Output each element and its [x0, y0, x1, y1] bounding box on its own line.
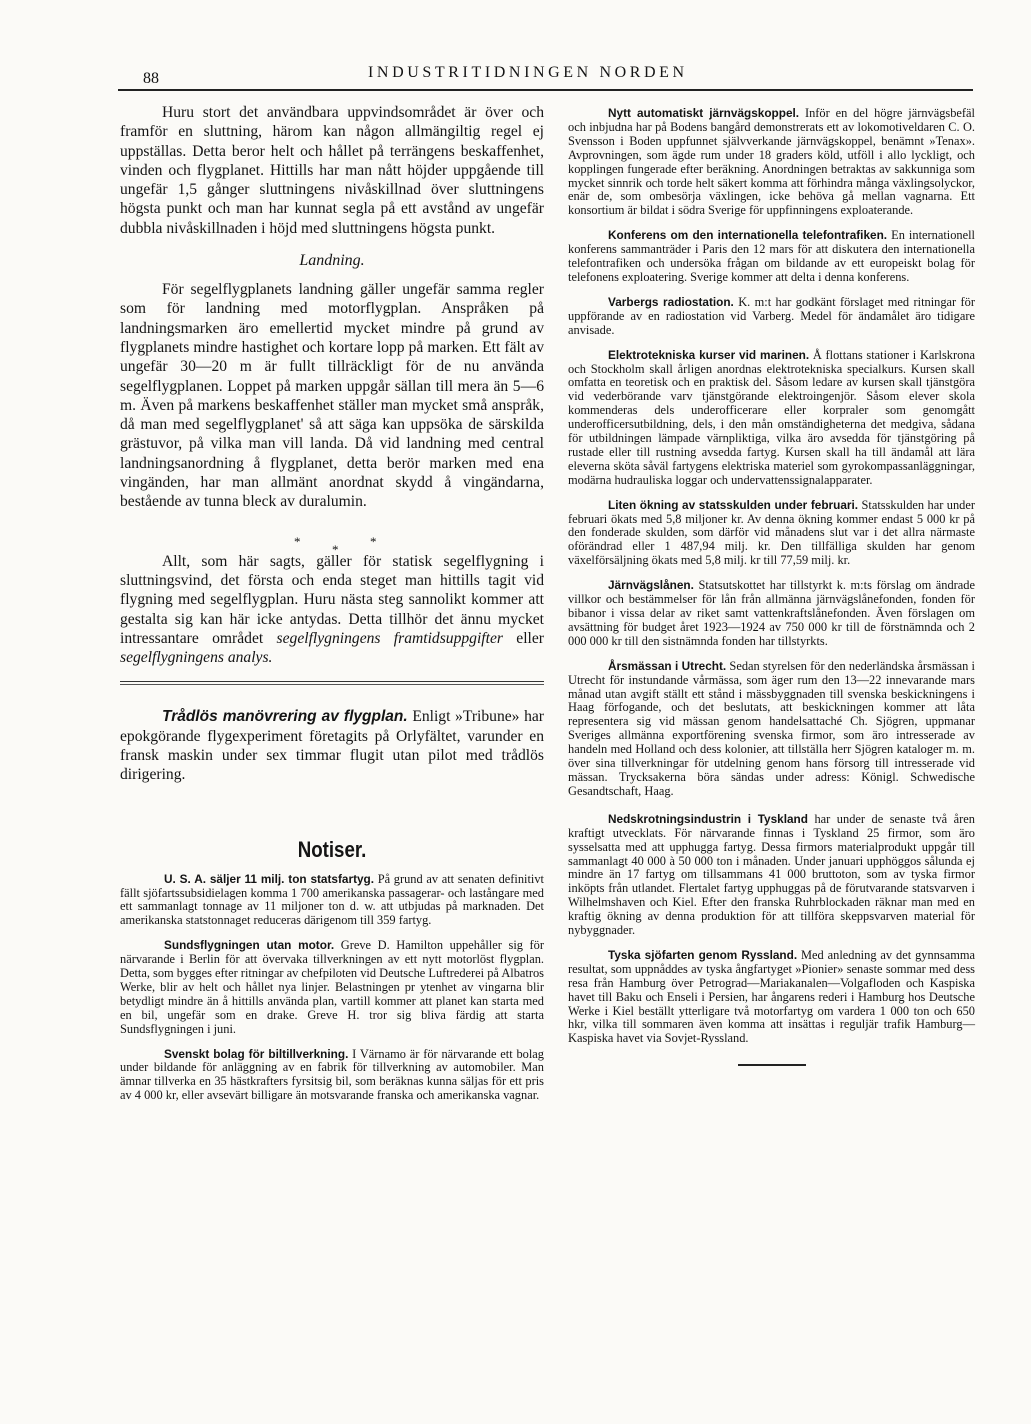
conclusion-italic-1: segelflygningens framtidsuppgifter: [276, 629, 503, 647]
notis-usa-text: På grund av att senaten definitivt fällt sjöfartssubsidielagen komma 1 700 amerikanska passagerar- och lastångare med ett sammanlagt tonnage av 11 miljoner ton d. w. att utbjudas på marknaden. Det amerikanska statstonnaget reduceras därigenom till 359 fartyg.: [120, 871, 544, 928]
paragraph-updraft: Huru stort det användbara uppvindsområdet är över och framför en sluttning, härom kan någon allmängiltig regel ej uppställas. Detta beror helt och hållet på terrängens beskaffenhet, vinden och flygplanet. Hittills har man nått höjder uppgående till ungefär 1,5 gånger sluttningens nivåskillnad över sluttningens högsta punkt och man har kunnat segla på ett avstånd av ungefär dubbla nivåskillnaden i höjd med sluttningens högsta punkt.: [120, 104, 544, 237]
notis-varberg-text: K. m:t har godkänt förslaget med ritningar för uppförande av en radiostation vid Varberg. Medel för ändamålet äro tidigare anvisade.: [568, 294, 975, 337]
notis-jarnvagskoppel-title: Nytt automatiskt järnvägskoppel.: [608, 106, 800, 120]
notis-telefonkonferens-text: En internationell konferens sammanträder i Paris den 12 mars för att diskutera den internationella telefontrafiken och undersöka frågan om bildande av ett europeiskt bolag för telefonens exploatering. Sverige kommer att delta i denna konferens.: [568, 228, 975, 284]
paragraph-conclusion: [120, 552, 544, 668]
star-1: *: [294, 533, 301, 549]
notis-jarnvagskoppel: [568, 107, 975, 218]
notis-statsskulden: [568, 499, 975, 569]
paragraph-landing: För segelflygplanets landning gäller ungefär samma regler som för landning med motorflygplan. Anspråken på landningsmarken äro emellertid mycket mindre på grund av flygplanets mindre hastighet och kortare lopp på marken. Ett fält av ungefär 30—20 m är fullt tillräckligt för de nu använda segelflygplanen. Loppet på marken uppgår sällan till mera än 5—6 m. Även på markens beskaffenhet ställer man mycket små anspråk, då man med segelflygplanet' så att säga kan uppsöka de särskilda grästuvor, på vilka man vill landa. Då vid landning med central landningsanordning å flygplanet, detta berör marken med ena vingänden, har man allmänt anordnat skydd å vingändarna, bestående av tunna bleck av duralumin.: [120, 281, 544, 511]
star-2: *: [332, 541, 339, 557]
conclusion-text: Allt, som här sagts, gäller för statisk segelflygning i sluttningsvind, det första och enda steget man hittills tagit vid flygning med segelflygplan. Huru nästa steg sannolikt kommer att gestalta sig kan här icke antydas. Detta tillhör det ännu mycket intressantare området: [120, 552, 544, 647]
notis-sjofarten: [568, 949, 975, 1046]
notis-varberg: [568, 296, 975, 338]
notis-elektrotekniska-text: Å flottans stationer i Karlskrona och Stockholm skall årligen anordnas elektrotekniska specialkurs. Kursen skall omfatta en teoretisk och en praktisk del. Såsom ledare av kursen skall tjänstgöra vid vederbörande varv tjänstgörande elektroingenjör. Såsom elever skola kommenderas dels underofficerare eller korpraler som genomgått underofficersutbildning, dels, i den mån omständigheterna det medgiva, sådana för utbildningen lämpade värnpliktiga, vilka äro avsedda för tjänstgöring på rustade eller till rustning avsedda fartyg. Kursen skall ha till ändamål att lära eleverna sköta såväl fartygens elektriska materiel som gyrokompassanläggningar, modärna hudrauliska loggar och undervattenssignalapparater.: [568, 347, 975, 487]
notis-utrecht-text: Sedan styrelsen för den nederländska årsmässan i Utrecht för instundande vårmässa, som äger rum den 13—22 innevarande mars månad utan avgift ställt ett stånd i mässbyggnaden till svenska beskickningens i Haag förfogande, och det beslutats, att beskickningen kommer att låta representera sig vid mässan genom handelsattaché Ch. Sjögren, uppmanar Sveriges allmänna exportförening svenska firmor, som äro intresserade av handeln med Holland och dess kolonier, att tillställa herr Sjögren kataloger m. m. över sina tillverkningar för utdelning genom hans försorg till intresserade vid mässan. Trycksakerna böra sändas under adress: Königl. Schwedische Gesandtschaft, Haag.: [568, 658, 975, 798]
notis-elektrotekniska-title: Elektrotekniska kurser vid marinen.: [608, 347, 810, 362]
notis-jarnvagslanen-text: Statsutskottet har tillstyrkt k. m:ts förslag om ändrade villkor och bestämmelser för lån från allmänna järnvägslånefonden, fonden för bibanor i vissa delar av riket samt vattenkraftslånefonden. Även förslagen om avsättning för budget året 1923—1924 av 750 000 kr till de förstnämnda och 2 000 000 kr till den sistnämnda fonden har tillstyrkts.: [568, 578, 975, 648]
notis-usa: [120, 873, 544, 929]
running-head: INDUSTRITIDNINGEN NORDEN: [368, 64, 688, 81]
notis-telefonkonferens-title: Konferens om den internationella telefontrafiken.: [608, 228, 888, 243]
notis-sjofarten-text: Med anledning av det gynnsamma resultat, som uppnåddes av tyska ångfartyget »Pionier» senaste sommar med dess resa från Hamburg över Petrograd—Mariakanalen—Volgafloden och Kaspiska havet till Baku och Enseli i Persien, har ångarens rederi i Hamburg hos Deutsche Werke i Kiel beställt ytterligare två motorfartyg om vardera 1 000 ton och 650 hkr, vilka till sommaren även komma att insättas i reguljär trafik Hamburg—Kaspiska havet via Sovjet-Ryssland.: [568, 947, 975, 1046]
notis-utrecht: [568, 660, 975, 799]
end-rule: [738, 1064, 806, 1066]
header-rule: [118, 89, 973, 91]
notis-sjofarten-title: Tyska sjöfarten genom Ryssland.: [608, 947, 798, 962]
notis-nedskrotning: [568, 813, 975, 938]
conclusion-italic-2: segelflygningens analys.: [120, 649, 273, 667]
conclusion-eller: eller: [516, 629, 544, 647]
notis-jarnvagskoppel-text: Inför en del högre järnvägsbefäl och inbjudna har på Bodens bangård demonstrerats ett av lokomotiveldaren C. O. Svensson i Boden uppfunnet självverkande järnvägskoppel, benämnt »Tenax». Avprovningen, som ägde rum under 18 graders köld, utföll i allo lyckligt, och kopplingen fungerade efter beräkning. Anordningen betraktas av sakkunniga som mycket sinnrik och torde helt säkert komma att förhindra många växlingsolyckor, enär de, som ombesörja växlingen, icke behöva gå mellan vagnarna. Ett konsortium är bildat i södra Sverige för uppfinningens exploaterande.: [568, 106, 975, 218]
notis-jarnvagslanen-title: Järnvägslånen.: [608, 578, 694, 593]
notis-sundsflygningen: [120, 939, 544, 1036]
notis-telefonkonferens: [568, 229, 975, 285]
notis-sundsflygningen-title: Sundsflygningen utan motor.: [164, 938, 335, 953]
notis-nedskrotning-text: har under de senaste två åren kraftigt utvecklats. För närvarande finnas i Tyskland 25 firmor, som äro sysselsatta med att upphugga fartyg. Dessa firmors materialprodukt uppgår till sammanlagt 40 000 à 50 000 ton i månaden. Under januari upphöggos sålunda ej mindre än 17 fartyg om tillsammans 41 000 bruttoton, som av tyska firmor inköpts från utlandet. Flertalet fartyg upphuggas på de förutvarande statsvarven i Wilhelmshaven och Kiel. Efter den franska Ruhrblockaden räknar man med en kraftig ökning av denna produktion för att tillföra skeppsvarven material för nybyggnader.: [568, 811, 975, 938]
tradlos-text: Enligt »Tribune» har epokgörande flygexperiment företagits på Orlyfältet, varunder en fransk maskin under sex timmar flugit utan pilot med trådlös dirigering.: [120, 708, 545, 784]
right-column: [568, 107, 975, 1066]
notis-statsskulden-text: Statsskulden har under februari ökats med 5,8 miljoner kr. Av denna ökning kommer endast 5 000 kr på den fonderade skulden, som därför vid månadens slut var i det allra närmaste oförändrad eller 1 487,94 milj. kr. Den tillfälliga skulden har genom växelförsäljning ökats med 5,8 milj. kr till 77,59 milj. kr.: [568, 497, 975, 568]
notis-elektrotekniska: [568, 349, 975, 488]
notis-jarnvagslanen: [568, 579, 975, 649]
page-number: 88: [143, 70, 159, 87]
notis-utrecht-title: Årsmässan i Utrecht.: [608, 658, 727, 673]
notis-usa-title: U. S. A. säljer 11 milj. ton statsfartyg.: [164, 871, 375, 886]
notis-biltillverkning-text: I Värnamo är för närvarande ett bolag under bildande för anläggning av en fabrik för tillverkning av automobiler. Man ämnar tillverka en 35 hästkrafters fyrsitsig bil, som beräknas kunna säljas för ett pris av 4 000 kr, eller avsevärt billigare än motsvarande franska och amerikanska vagnar.: [120, 1046, 544, 1103]
heading-landning: Landning.: [299, 252, 365, 270]
section-rule: [120, 681, 544, 682]
section-rule-thin: [120, 684, 544, 685]
notiser-heading: Notiser.: [297, 836, 367, 862]
notis-varberg-title: Varbergs radiostation.: [608, 294, 734, 309]
notis-statsskulden-title: Liten ökning av statsskulden under februari.: [608, 497, 859, 512]
notis-sundsflygningen-text: Greve D. Hamilton uppehåller sig för närvarande i Berlin för att övervaka tillverkningen av ett nytt motorlöst flygplan. Detta, som bygges efter ritningar av chefpiloten vid Deutsche Luftrederei på Albatros Werke, blir av helt och hållet nya linjer. Belastningen pr ytenhet av vingarna blir betydligt mindre än å hittills använda plan, vartill kommer att planet kan starta med en bil, ungefär som en drake. Greve H. tror sig bliva färdig att starta Sundsflygningen i juni.: [120, 938, 545, 1036]
notis-biltillverkning-title: Svenskt bolag för biltillverkning.: [164, 1046, 349, 1061]
notis-biltillverkning: [120, 1048, 544, 1104]
article-tradlos: [120, 707, 544, 784]
left-column: [120, 103, 544, 1114]
tradlos-title: Trådlös manövrering av flygplan.: [162, 708, 408, 726]
notis-nedskrotning-title: Nedskrotningsindustrin i Tyskland: [608, 811, 808, 826]
star-3: *: [370, 533, 377, 549]
section-stars: [120, 512, 544, 557]
